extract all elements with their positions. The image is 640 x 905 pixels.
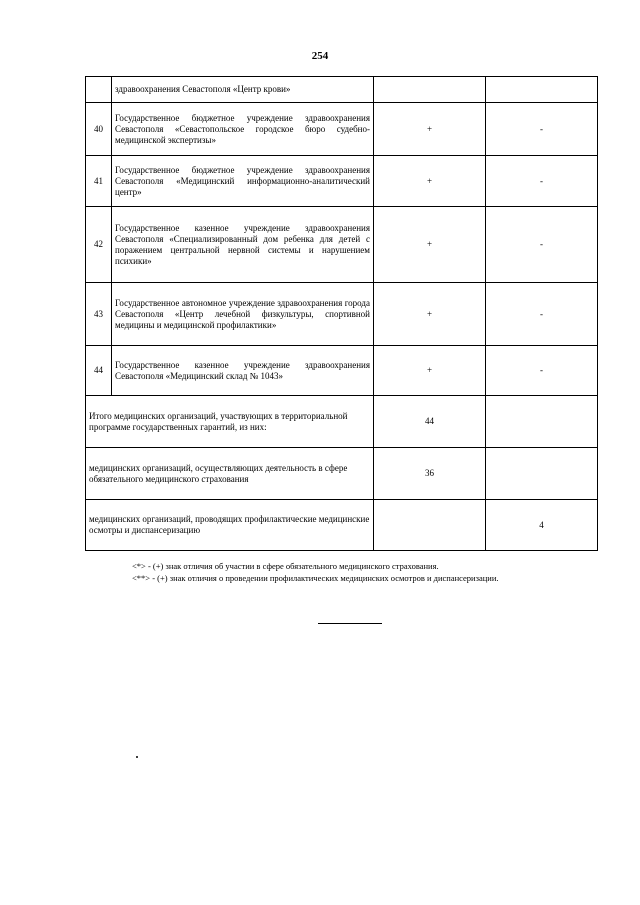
table-row bbox=[86, 207, 598, 283]
prof-mark: - bbox=[486, 346, 598, 396]
prof-mark: - bbox=[486, 156, 598, 207]
organization-name: Государственное бюджетное учреждение здравоохранения Севастополя «Севастопольское городское бюро судебно-медицинской экспертизы» bbox=[112, 103, 374, 156]
table-row bbox=[86, 103, 598, 156]
prof-mark: - bbox=[486, 103, 598, 156]
summary-label: медицинских организаций, осуществляющих деятельность в сфере обязательного медицинского страхования bbox=[86, 448, 374, 500]
summary-label: Итого медицинских организаций, участвующих в территориальной программе государственных гарантий, из них: bbox=[86, 396, 374, 448]
summary-label: медицинских организаций, проводящих профилактические медицинские осмотры и диспансеризацию bbox=[86, 500, 374, 551]
summary-prof-value: 4 bbox=[486, 500, 598, 551]
oms-mark: + bbox=[374, 283, 486, 346]
footnote-prof: <**> - (+) знак отличия о проведении профилактических медицинских осмотров и диспансеризации. bbox=[132, 573, 499, 583]
table-row bbox=[86, 283, 598, 346]
row-number: 43 bbox=[86, 283, 112, 346]
row-number: 42 bbox=[86, 207, 112, 283]
page-number: 254 bbox=[311, 50, 329, 62]
table-row bbox=[86, 156, 598, 207]
summary-prof-value bbox=[486, 396, 598, 448]
prof-mark: - bbox=[486, 207, 598, 283]
row-number bbox=[86, 77, 112, 103]
summary-row bbox=[86, 448, 598, 500]
prof-mark bbox=[486, 77, 598, 103]
row-number: 40 bbox=[86, 103, 112, 156]
summary-oms-value: 36 bbox=[374, 448, 486, 500]
organization-name: Государственное казенное учреждение здравоохранения Севастополя «Специализированный дом ребенка для детей с поражением центральной нервной системы и нарушением психики» bbox=[112, 207, 374, 283]
summary-prof-value bbox=[486, 448, 598, 500]
oms-mark: + bbox=[374, 346, 486, 396]
oms-mark bbox=[374, 77, 486, 103]
table-row bbox=[86, 77, 598, 103]
organization-name: Государственное казенное учреждение здравоохранения Севастополя «Медицинский склад № 1043» bbox=[112, 346, 374, 396]
summary-oms-value: 44 bbox=[374, 396, 486, 448]
organization-name: Государственное бюджетное учреждение здравоохранения Севастополя «Медицинский информационно-аналитический центр» bbox=[112, 156, 374, 207]
summary-row bbox=[86, 396, 598, 448]
footnote-oms: <*> - (+) знак отличия об участии в сфере обязательного медицинского страхования. bbox=[132, 561, 439, 571]
organization-name: здравоохранения Севастополя «Центр крови» bbox=[112, 77, 374, 103]
organization-name: Государственное автономное учреждение здравоохранения города Севастополя «Центр лечебной физкультуры, спортивной медицины и медицинской профилактики» bbox=[112, 283, 374, 346]
oms-mark: + bbox=[374, 207, 486, 283]
table-row bbox=[86, 346, 598, 396]
summary-row bbox=[86, 500, 598, 551]
organizations-table bbox=[85, 76, 598, 551]
row-number: 41 bbox=[86, 156, 112, 207]
oms-mark: + bbox=[374, 156, 486, 207]
footnotes bbox=[132, 560, 612, 584]
row-number: 44 bbox=[86, 346, 112, 396]
summary-oms-value bbox=[374, 500, 486, 551]
scan-dot bbox=[136, 756, 138, 758]
separator-rule bbox=[318, 623, 382, 624]
prof-mark: - bbox=[486, 283, 598, 346]
oms-mark: + bbox=[374, 103, 486, 156]
